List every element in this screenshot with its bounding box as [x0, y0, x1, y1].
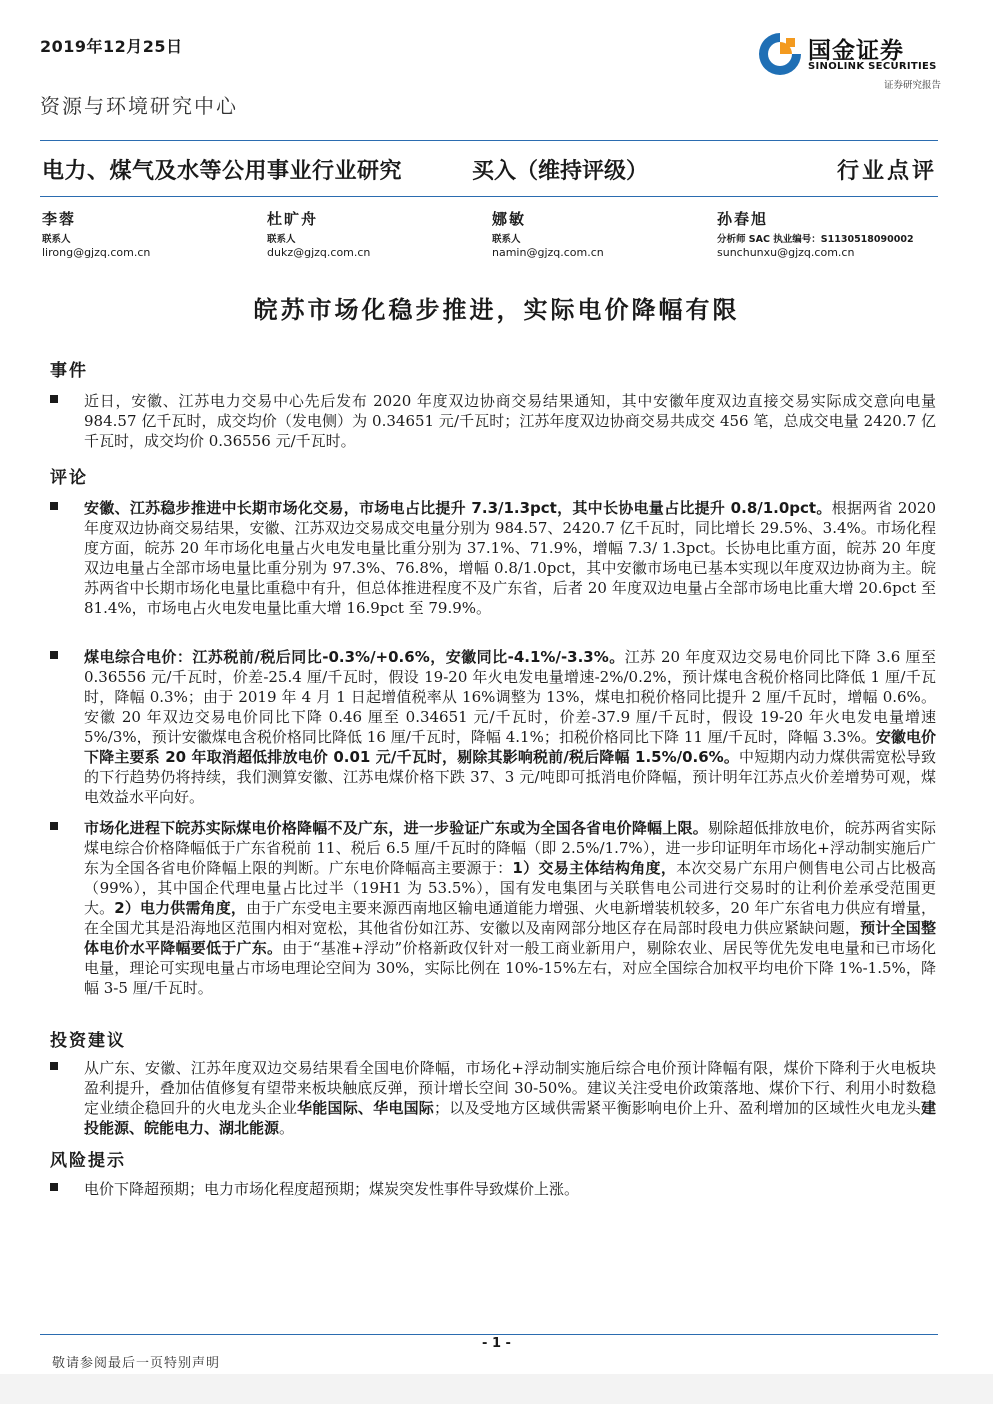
bold-lead: 市场化进程下皖苏实际煤电价格降幅不及广东，进一步验证广东或为全国各省电价降幅上限。	[84, 819, 708, 837]
header-divider-top	[40, 140, 938, 141]
paragraph-text: 近日，安徽、江苏电力交易中心先后发布 2020 年度双边协商交易结果通知，其中安徽年度双边直接交易实际成交意向电量 984.57 亿千瓦时，成交均价（发电侧）为 0.34651 元/千瓦时；江苏年度双边协商交易共成交 456 笔，总成交电量 2420.7 亿千瓦时，成交均价 0.36556 元/千瓦时。	[84, 392, 936, 450]
analyst-email[interactable]: sunchunxu@gjzq.com.cn	[717, 246, 855, 259]
section-heading-advice: 投资建议	[50, 1031, 126, 1051]
analyst-card	[42, 208, 150, 259]
section-heading-event: 事件	[50, 361, 88, 381]
logo-subtitle: 证券研究报告	[883, 80, 941, 91]
analyst-card	[492, 208, 604, 259]
bullet-icon	[50, 502, 58, 510]
paragraph-text: 。	[279, 1119, 295, 1137]
analyst-role: 分析师 SAC 执业编号：S1130518090002	[717, 234, 914, 245]
report-type: 行业点评	[836, 158, 937, 184]
bullet-icon	[50, 651, 58, 659]
bold-inline: 2）电力供需角度，	[114, 899, 246, 917]
list-item	[50, 647, 936, 807]
footer-divider	[40, 1334, 938, 1335]
analyst-role: 联系人	[267, 234, 296, 245]
list-item	[50, 1058, 936, 1138]
analyst-name: 李蓉	[42, 210, 77, 228]
sinolink-logo-icon	[756, 30, 804, 78]
bold-inline: 建投能源、皖能电力、湖北能源	[84, 1099, 936, 1137]
bold-lead: 煤电综合电价：江苏税前/税后同比-0.3%/+0.6%，安徽同比-4.1%/-3.3%。	[84, 648, 625, 666]
bold-inline: 1）交易主体结构角度，	[512, 859, 677, 877]
report-title: 皖苏市场化稳步推进，实际电价降幅有限	[253, 295, 740, 324]
list-item	[50, 391, 936, 451]
list-item	[50, 498, 936, 618]
research-center: 资源与环境研究中心	[40, 94, 238, 118]
logo-text-en: SINOLINK SECURITIES	[808, 61, 937, 72]
bold-inline: 华能国际、华电国际	[297, 1099, 435, 1117]
bullet-icon	[50, 395, 58, 403]
section-heading-risk: 风险提示	[50, 1151, 126, 1171]
header-divider-bottom	[40, 196, 938, 197]
paragraph-text: 由于“基准+浮动”价格新政仅针对一般工商业新用户，剔除农业、居民等优先发电电量和已市场化电量，理论可实现电量占市场电理论空间为 30%，实际比例在 10%-15%左右，对应全国综合加权平均电价下降 1%-1.5%，降幅 3-5 厘/千瓦时。	[84, 939, 936, 997]
analyst-name: 孙春旭	[717, 210, 769, 228]
bullet-icon	[50, 1062, 58, 1070]
bottom-band	[0, 1374, 993, 1404]
rating-label: 买入（维持评级）	[472, 159, 649, 184]
bold-inline: 预计全国整体电价水平降幅要低于广东。	[84, 919, 936, 957]
section-heading-comment: 评论	[50, 468, 88, 488]
analyst-name: 娜敏	[492, 210, 527, 228]
paragraph-text: 电价下降超预期；电力市场化程度超预期；煤炭突发性事件导致煤价上涨。	[84, 1180, 580, 1198]
list-item	[50, 1179, 936, 1199]
analyst-role: 联系人	[492, 234, 521, 245]
page-number: - 1 -	[482, 1336, 511, 1351]
paragraph-text: 由于广东受电主要来源西南地区输电通道能力增强、火电新增装机较多，20 年广东省电力供应有增量，在全国尤其是沿海地区范围内相对宽松，其他省份如江苏、安徽以及南网部分地区存在局部时段电力供应紧缺问题，	[84, 899, 936, 937]
paragraph-text: ；以及受地方区域供需紧平衡影响电价上升、盈利增加的区域性火电龙头	[434, 1099, 921, 1117]
paragraph-text: 江苏 20 年度双边交易电价同比下降 3.6 厘至 0.36556 元/千瓦时，价差-25.4 厘/千瓦时，假设 19-20 年火电发电量增速-2%/0.2%，预计煤电含税价格同比降低 1 厘/千瓦时，降幅 0.3%；由于 2019 年 4 月 1 日起增值税率从 16%调整为 13%，煤电扣税价格同比提升 2 厘/千瓦时，增幅 0.6%。安徽 20 年双边交易电价同比下降 0.46 厘至 0.34651 元/千瓦时，价差-37.9 厘/千瓦时，假设 19-20 年火电发电量增速 5%/3%，预计安徽煤电含税价格同比降低 16 厘/千瓦时，降幅 4.1%；扣税价格同比下降 11 厘/千瓦时，降幅 3.3%。	[84, 648, 936, 746]
paragraph-text: 从广东、安徽、江苏年度双边交易结果看全国电价降幅，市场化+浮动制实施后综合电价预计降幅有限，煤价下降利于火电板块盈利提升，叠加估值修复有望带来板块触底反弹，预计增长空间 30-50%。建议关注受电价政策落地、煤价下行、利用小时数稳定业绩企稳回升的火电龙头企业	[84, 1059, 936, 1117]
analyst-email[interactable]: dukz@gjzq.com.cn	[267, 246, 371, 259]
industry-title: 电力、煤气及水等公用事业行业研究	[42, 159, 403, 184]
paragraph-text: 本次交易广东用户侧售电公司占比极高（99%），其中国企代理电量占比过半（19H1 为 53.5%），国有发电集团与关联售电公司进行交易时的让利价差承受范围更大。	[84, 859, 936, 917]
analyst-name: 杜旷舟	[267, 210, 319, 228]
list-item	[50, 818, 936, 998]
bold-inline: 安徽电价下降主要系 20 年取消超低排放电价 0.01 元/千瓦时，剔除其影响税前/税后降幅 1.5%/0.6%。	[84, 728, 936, 766]
analyst-card	[717, 208, 914, 259]
analyst-card	[267, 208, 370, 259]
analyst-email[interactable]: lirong@gjzq.com.cn	[42, 246, 151, 259]
paragraph-text: 剔除超低排放电价，皖苏两省实际煤电综合价格降幅低于广东省税前 11、税后 6.5 厘/千瓦时的降幅（即 2.5%/1.7%），进一步印证明年市场化+浮动制实施后广东为全国各省电价降幅上限的判断。广东电价降幅高主要源于：	[84, 819, 936, 877]
bullet-icon	[50, 822, 58, 830]
analyst-email[interactable]: namin@gjzq.com.cn	[492, 246, 604, 259]
paragraph-text: 中短期内动力煤供需宽松导致的下行趋势仍将持续，我们测算安徽、江苏电煤价格下跌 37、3 元/吨即可抵消电价降幅，预计明年江苏点火价差增势可观，煤电效益水平向好。	[84, 748, 936, 806]
disclaimer-note: 敬请参阅最后一页特别声明	[52, 1356, 221, 1371]
analyst-role: 联系人	[42, 234, 71, 245]
bullet-icon	[50, 1183, 58, 1191]
bold-lead: 安徽、江苏稳步推进中长期市场化交易，市场电占比提升 7.3/1.3pct，其中长协电量占比提升 0.8/1.0pct。	[84, 499, 832, 517]
report-date: 2019年12月25日	[40, 37, 183, 56]
logo-text-cn: 国金证券	[808, 38, 904, 64]
paragraph-text: 根据两省 2020 年度双边协商交易结果，安徽、江苏双边交易成交电量分别为 984.57、2420.7 亿千瓦时，同比增长 29.5%、3.4%。市场化程度方面，皖苏 20 年市场化电量占火电发电量比重分别为 37.1%、71.9%，增幅 7.3/ 1.3pct。长协电比重方面，皖苏 20 年度双边电量占全部市场电量比重分别为 97.3%、76.8%，增幅 0.8/1.0pct，其中安徽市场电已基本实现以年度双边协商为主。皖苏两省中长期市场化电量比重稳中有升，但总体推进程度不及广东省，后者 20 年度双边电量占全部市场电比重大增 20.6pct 至 81.4%，市场电占火电发电量比重大增 16.9pct 至 79.9%。	[84, 499, 937, 617]
